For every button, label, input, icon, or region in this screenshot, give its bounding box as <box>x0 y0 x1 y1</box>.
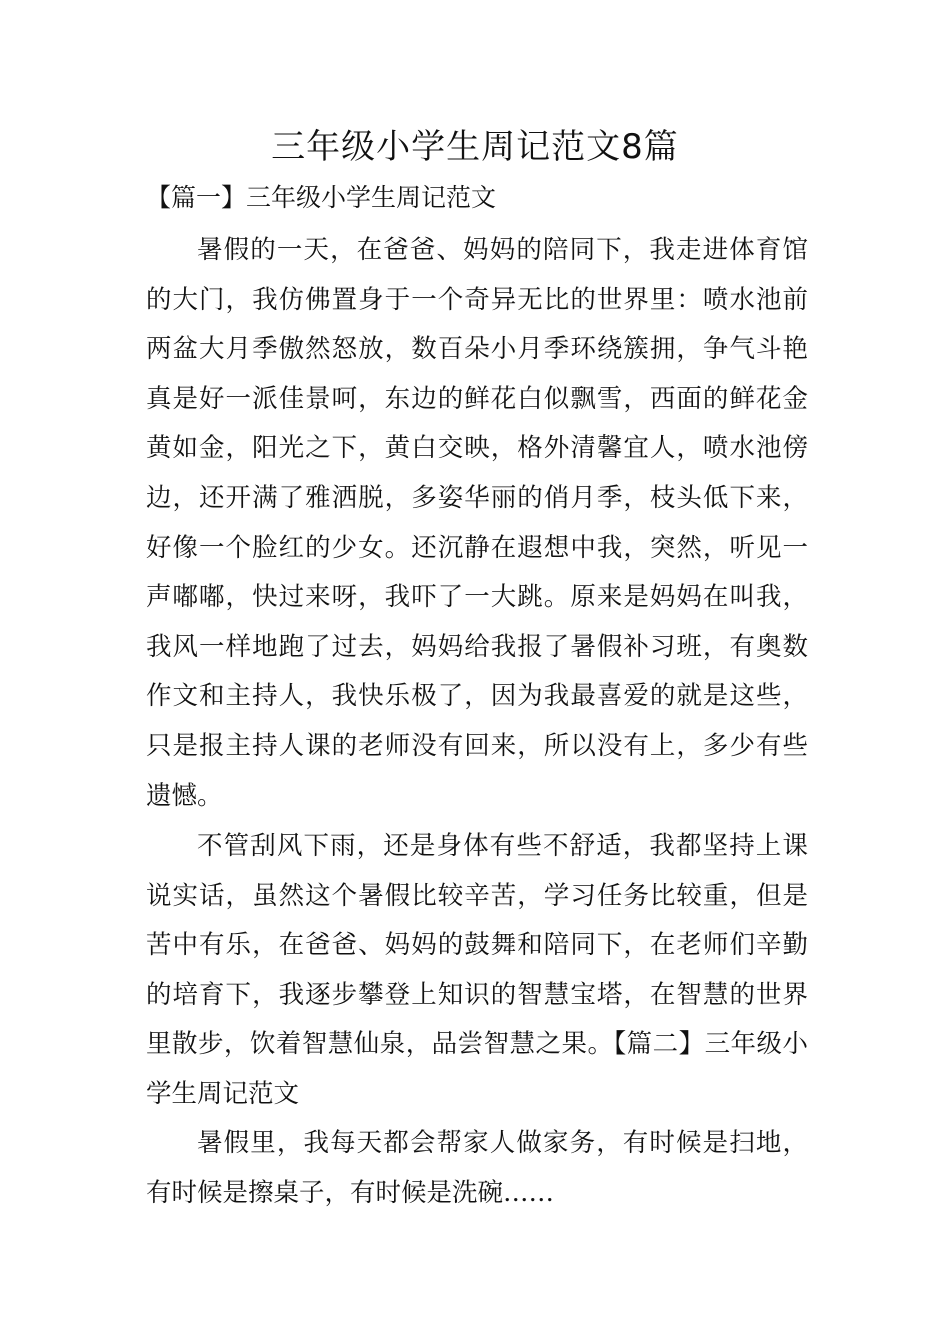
body-paragraph-2: 不管刮风下雨，还是身体有些不舒适，我都坚持上课说实话，虽然这个暑假比较辛苦，学习任务比较重，但是苦中有乐，在爸爸、妈妈的鼓舞和陪同下，在老师们辛勤的培育下，我逐步攀登上知识的智慧宝塔，在智慧的世界里散步，饮着智慧仙泉，品尝智慧之果。【篇二】三年级小学生周记范文 <box>146 831 808 1109</box>
body-paragraph-1: 暑假的一天，在爸爸、妈妈的陪同下，我走进体育馆的大门，我仿佛置身于一个奇异无比的世界里：喷水池前两盆大月季傲然怒放，数百朵小月季环绕簇拥，争气斗艳真是好一派佳景呵，东边的鲜花白似飘雪，西面的鲜花金黄如金，阳光之下，黄白交映，格外清馨宜人，喷水池傍边，还开满了雅洒脱，多姿华丽的俏月季，枝头低下来，好像一个脸红的少女。还沉静在遐想中我，突然，听见一声嘟嘟，快过来呀，我吓了一大跳。原来是妈妈在叫我，我风一样地跑了过去，妈妈给我报了暑假补习班，有奥数作文和主持人，我快乐极了，因为我最喜爱的就是这些，只是报主持人课的老师没有回来，所以没有上，多少有些遗憾。 <box>146 235 808 811</box>
section-heading-one: 【篇一】三年级小学生周记范文 <box>146 183 497 212</box>
document-title: 三年级小学生周记范文8篇 <box>271 127 679 167</box>
body-paragraph-3: 暑假里，我每天都会帮家人做家务，有时候是扫地，有时候是擦桌子，有时候是洗碗…… <box>146 1128 808 1208</box>
